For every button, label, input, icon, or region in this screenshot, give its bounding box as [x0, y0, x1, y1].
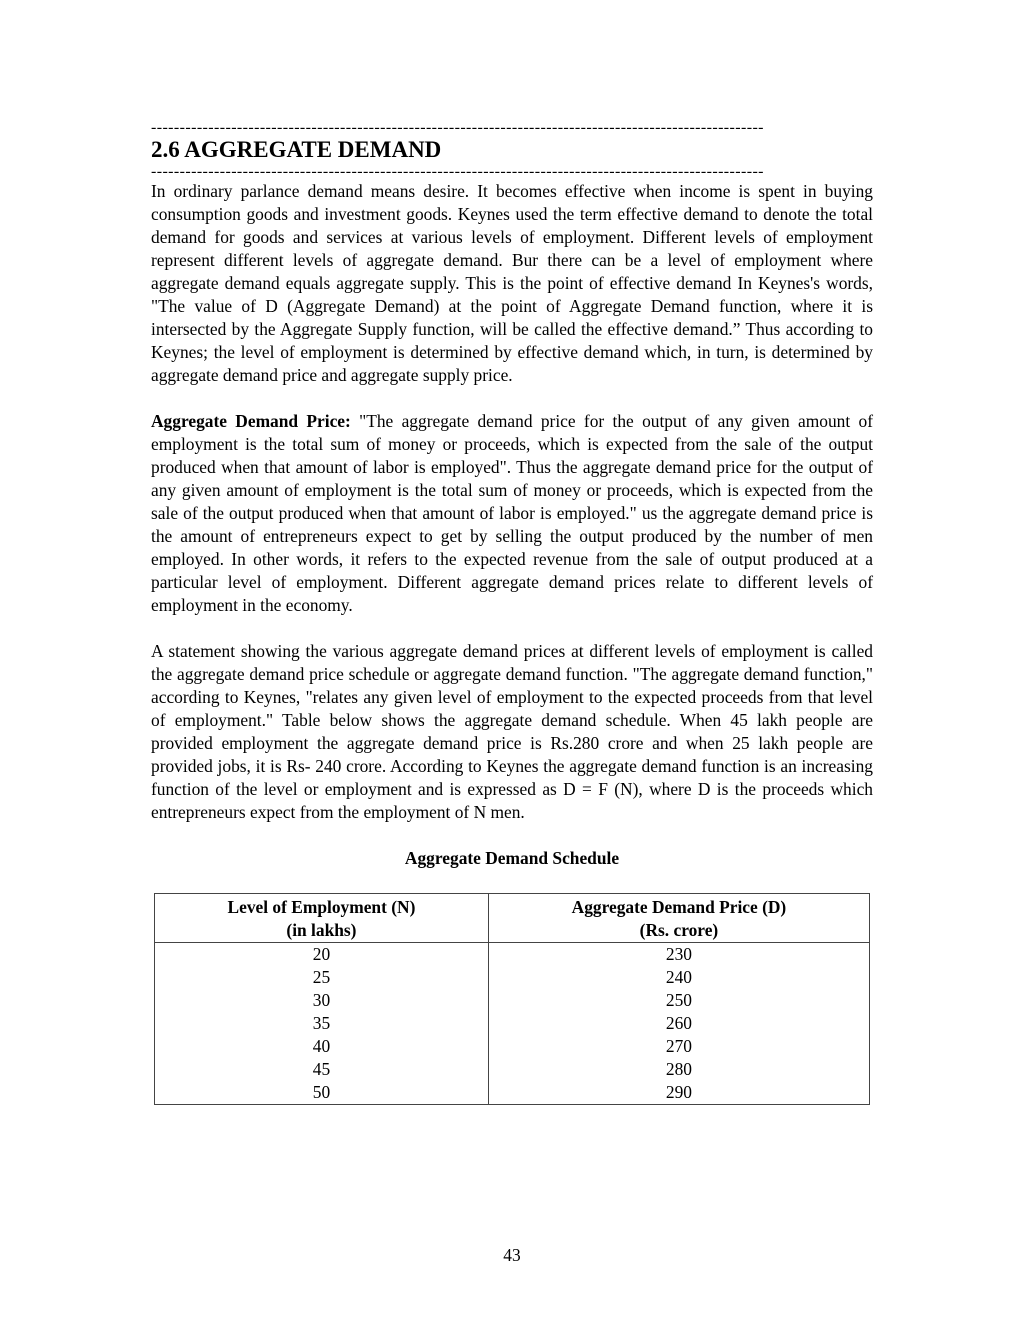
paragraph-body: "The aggregate demand price for the output of any given amount of employment is the total sum of money or proceeds, which is expected from the sale of the output produced when that amount of labor is employed". Thus the aggregate demand price for the output of any given amount of employment is the total sum of money or proceeds, which is expected from the sale of the output produced when that amount of labor is employed." us the aggregate demand price is the amount of entrepreneurs expect to get by selling the output produced by the number of men employed. In other words, it refers to the expected revenue from the sale of output produced at a particular level of employment. Different aggregate demand prices relate to different levels of employment in the economy.: [151, 411, 873, 615]
table-row: [155, 989, 870, 1012]
table-row: [155, 943, 870, 967]
column-header-employment-title: Level of Employment (N): [227, 897, 416, 917]
page-content: [151, 120, 873, 1105]
column-header-employment-unit: (in lakhs): [286, 920, 357, 940]
paragraph-demand-schedule: A statement showing the various aggregate demand prices at different levels of employment is called the aggregate demand price schedule or aggregate demand function. "The aggregate demand function," according to Keynes, "relates any given level of employment to the expected proceeds from that level of employment." Table below shows the aggregate demand schedule. When 45 lakh people are provided employment the aggregate demand price is Rs.280 crore and when 25 lakh people are provided jobs, it is Rs- 240 crore. According to Keynes the aggregate demand function is an increasing function of the level or employment and is expressed as D = F (N), where D is the proceeds which entrepreneurs expect from the employment of N men.: [151, 641, 873, 822]
employment-cell: 40: [155, 1035, 489, 1058]
table-row: [155, 966, 870, 989]
table-row: [155, 1081, 870, 1105]
column-header-demand-price: [488, 894, 869, 943]
paragraph-effective-demand: In ordinary parlance demand means desire. It becomes effective when income is spent in buying consumption goods and investment goods. Keynes used the term effective demand to denote the total demand for goods and services at various levels of employment. Different levels of employment represent different levels of aggregate demand. Bur there can be a level of employment where aggregate demand equals aggregate supply. This is the point of effective demand In Keynes's words, "The value of D (Aggregate Demand) at the point of Aggregate Demand function, where it is intersected by the Aggregate Supply function, will be called the effective demand.” Thus according to Keynes; the level of employment is determined by effective demand which, in turn, is determined by aggregate demand price and aggregate supply price.: [151, 181, 873, 385]
column-header-demand-price-unit: (Rs. crore): [639, 920, 719, 940]
column-header-demand-price-title: Aggregate Demand Price (D): [571, 897, 787, 917]
column-header-employment: [155, 894, 489, 943]
demand-price-cell: 240: [488, 966, 869, 989]
demand-price-cell: 230: [488, 943, 869, 967]
table-caption: Aggregate Demand Schedule: [404, 848, 620, 868]
employment-cell: 45: [155, 1058, 489, 1081]
page-number: 43: [503, 1245, 521, 1265]
paragraph-lead-term: Aggregate Demand Price:: [151, 411, 351, 431]
employment-cell: 35: [155, 1012, 489, 1035]
table-header-row: [155, 894, 870, 943]
employment-cell: 50: [155, 1081, 489, 1105]
demand-price-cell: 260: [488, 1012, 869, 1035]
table-row: [155, 1058, 870, 1081]
employment-cell: 30: [155, 989, 489, 1012]
aggregate-demand-table: [154, 893, 870, 1105]
section-heading: 2.6 AGGREGATE DEMAND: [151, 137, 442, 162]
employment-cell: 20: [155, 943, 489, 967]
demand-price-cell: 290: [488, 1081, 869, 1105]
demand-price-cell: 280: [488, 1058, 869, 1081]
paragraph-aggregate-demand-price: [151, 410, 873, 617]
table-row: [155, 1012, 870, 1035]
demand-price-cell: 270: [488, 1035, 869, 1058]
bottom-dashed-rule: -----------------------------------------------------------------------------------------------------------: [151, 164, 764, 180]
employment-cell: 25: [155, 966, 489, 989]
table-row: [155, 1035, 870, 1058]
top-dashed-rule: -----------------------------------------------------------------------------------------------------------: [151, 120, 764, 136]
demand-price-cell: 250: [488, 989, 869, 1012]
